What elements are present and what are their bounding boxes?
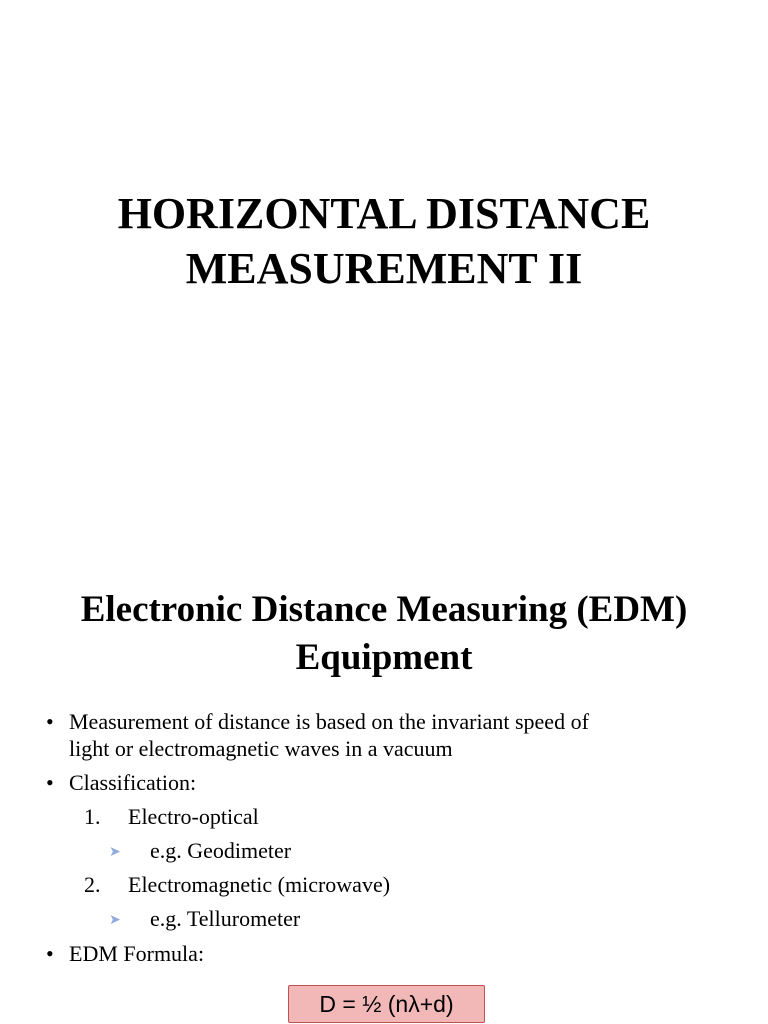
list-item-example: e.g. Geodimeter [150,838,292,863]
arrow-bullet-icon: ➤ [109,844,121,860]
list-number: 2. [84,872,101,897]
list-item-label: Electromagnetic (microwave) [128,872,391,897]
bullet-icon: • [46,770,54,795]
bullet-text: Classification: [69,770,197,795]
bullet-text-line: light or electromagnetic waves in a vacuum [69,736,453,761]
formula-box: D = ½ (nλ+d) [288,985,485,1023]
list-item-example: e.g. Tellurometer [150,906,301,931]
bullet-icon: • [46,941,54,966]
slide-heading-line-1: Electronic Distance Measuring (EDM) [80,589,688,630]
slide-title-line-2: MEASUREMENT II [185,244,583,293]
slide-heading [0,586,768,682]
bullet-text-line: Measurement of distance is based on the invariant speed of [69,709,589,734]
bullet-text: EDM Formula: [69,941,205,966]
list-item-label: Electro-optical [128,804,259,829]
slide-title-line-1: HORIZONTAL DISTANCE [117,189,651,238]
list-number: 1. [84,804,101,829]
arrow-bullet-icon: ➤ [109,912,121,928]
slide-heading-line-2: Equipment [295,637,473,678]
bullet-icon: • [46,709,54,734]
content-slide [0,512,768,1024]
slide-title [0,186,768,296]
